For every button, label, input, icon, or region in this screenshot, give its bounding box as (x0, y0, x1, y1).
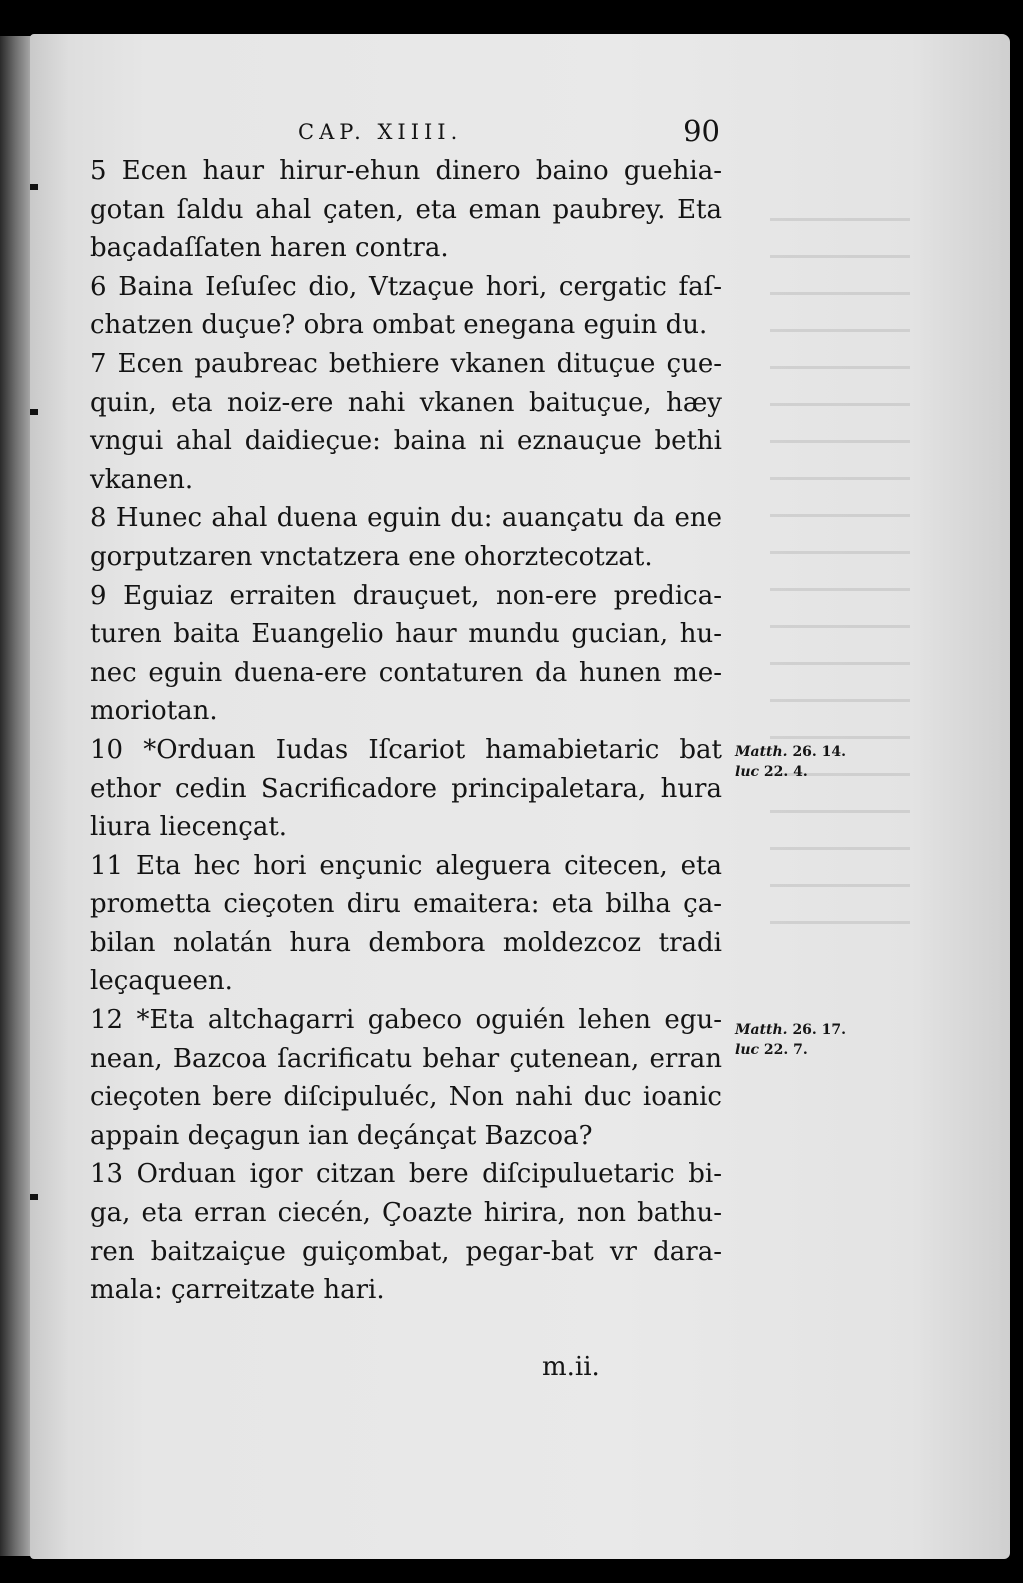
margin-note-book: Matth. (735, 744, 788, 760)
page-number: 90 (683, 114, 720, 148)
verse-5: 5 Ecen haur hirur-ehun dinero baino guehia-gotan ſaldu ahal çaten, eta eman paubrey. Eta baçadaſſaten haren contra. (90, 156, 722, 264)
running-head (90, 112, 722, 152)
margin-note-2 (735, 1020, 846, 1060)
margin-note-book2: luc (735, 1042, 760, 1058)
margin-note-ref2: 22. 7. (763, 1042, 808, 1058)
verse-12: 12 *Eta altchagarri gabeco oguién lehen egu-nean, Bazcoa ſacrificatu behar çutenean, erran cieçoten bere diſcipuluéc, Non nahi duc ioanic appain deçagun ian deçánçat Bazcoa? (90, 1005, 722, 1151)
verse-6: 6 Baina Ieſuſec dio, Vtzaçue hori, cergatic faſ-chatzen duçue? obra ombat enegana eguin du. (90, 271, 722, 341)
margin-note-book: Matth. (735, 1022, 788, 1038)
margin-note-ref: 26. 17. (792, 1022, 847, 1038)
verse-9: 9 Eguiaz erraiten drauçuet, non-ere predica-turen baita Euangelio haur mundu gucian, hu-nec eguin duena-ere contaturen da hunen me-moriotan. (90, 580, 722, 727)
binding-mark (30, 409, 38, 415)
text-block (90, 112, 722, 1310)
signature-mark: m.ii. (542, 1352, 600, 1382)
margin-note-ref: 26. 14. (792, 744, 847, 760)
margin-note-book2: luc (735, 764, 760, 780)
chapter-heading: CAP. XIIII. (298, 120, 463, 144)
verse-13: 13 Orduan igor citzan bere diſcipuluetaric bi-ga, eta erran ciecén, Çoazte hirira, non bathu-ren baitzaiçue guiçombat, pegar-bat vr dara-mala: çarreitzate hari. (90, 1159, 722, 1306)
bleed-through (770, 184, 910, 984)
verse-10: 10 *Orduan Iudas Iſcariot hamabietaric bat ethor cedin Sacrificadore principaletara, hura liura liecençat. (90, 734, 722, 843)
verse-11: 11 Eta hec hori ençunic aleguera citecen, eta prometta cieçoten diru emaitera: eta bilha ça-bilan nolatán hura dembora moldezcoz tradi leçaqueen. (90, 850, 722, 997)
margin-note-ref2: 22. 4. (763, 764, 808, 780)
binding-mark (30, 184, 38, 190)
verse-8: 8 Hunec ahal duena eguin du: auançatu da ene gorputzaren vnctatzera ene ohorztecotzat. (90, 503, 722, 572)
margin-note-1 (735, 742, 846, 782)
binding-mark (30, 1194, 38, 1200)
book-spine-edge (0, 36, 34, 1556)
verse-7: 7 Ecen paubreac bethiere vkanen dituçue çue-quin, eta noiz-ere nahi vkanen baituçue, hæy vngui ahal daidieçue: baina ni eznauçue bethi vkanen. (90, 348, 722, 495)
